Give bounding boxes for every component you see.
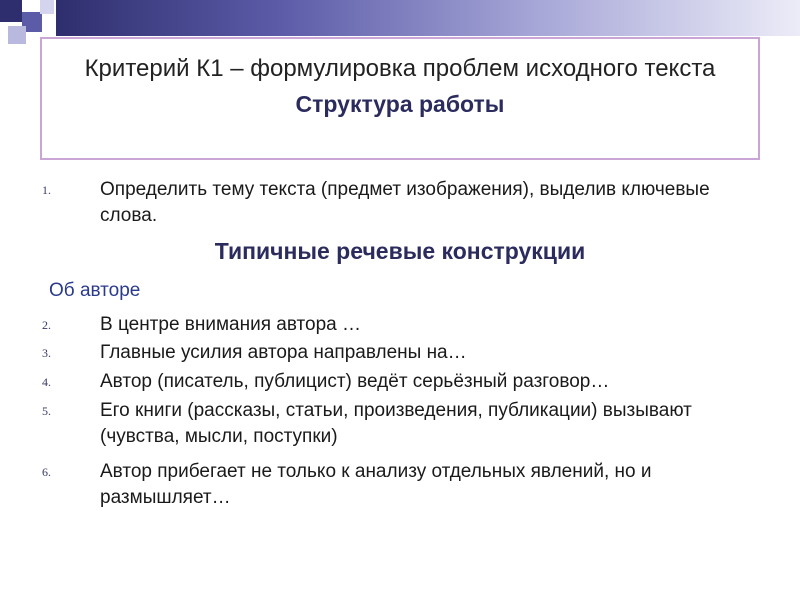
list-item: Автор (писатель, публицист) ведёт серьёзный разговор…: [100, 371, 610, 392]
list-item: Его книги (рассказы, статьи, произведения, публикации) вызывают (чувства, мысли, поступки): [100, 400, 692, 447]
about-author-label: Об авторе: [49, 280, 141, 301]
corner-square-dark: [0, 0, 22, 22]
title-box: [40, 37, 760, 160]
list-item: Определить тему текста (предмет изображения), выделив ключевые слова.: [100, 179, 710, 226]
list-item: Автор прибегает не только к анализу отдельных явлений, но и размышляет…: [100, 461, 652, 508]
corner-square-pale: [40, 0, 54, 14]
slide-subtitle: Структура работы: [295, 91, 505, 117]
section-heading: Типичные речевые конструкции: [214, 238, 586, 264]
list-number: 2.: [42, 318, 51, 332]
list-number: 4.: [42, 375, 51, 389]
slide-title: Критерий К1 – формулировка проблем исходного текста: [84, 55, 716, 82]
list-number: 6.: [42, 465, 51, 479]
list-item: В центре внимания автора …: [100, 314, 362, 335]
list-item: Главные усилия автора направлены на…: [100, 342, 467, 363]
list-number: 5.: [42, 404, 51, 418]
list-number: 3.: [42, 346, 51, 360]
header-gradient-bar: [56, 0, 800, 36]
list-number: 1.: [42, 183, 51, 197]
corner-square-light: [8, 26, 26, 44]
